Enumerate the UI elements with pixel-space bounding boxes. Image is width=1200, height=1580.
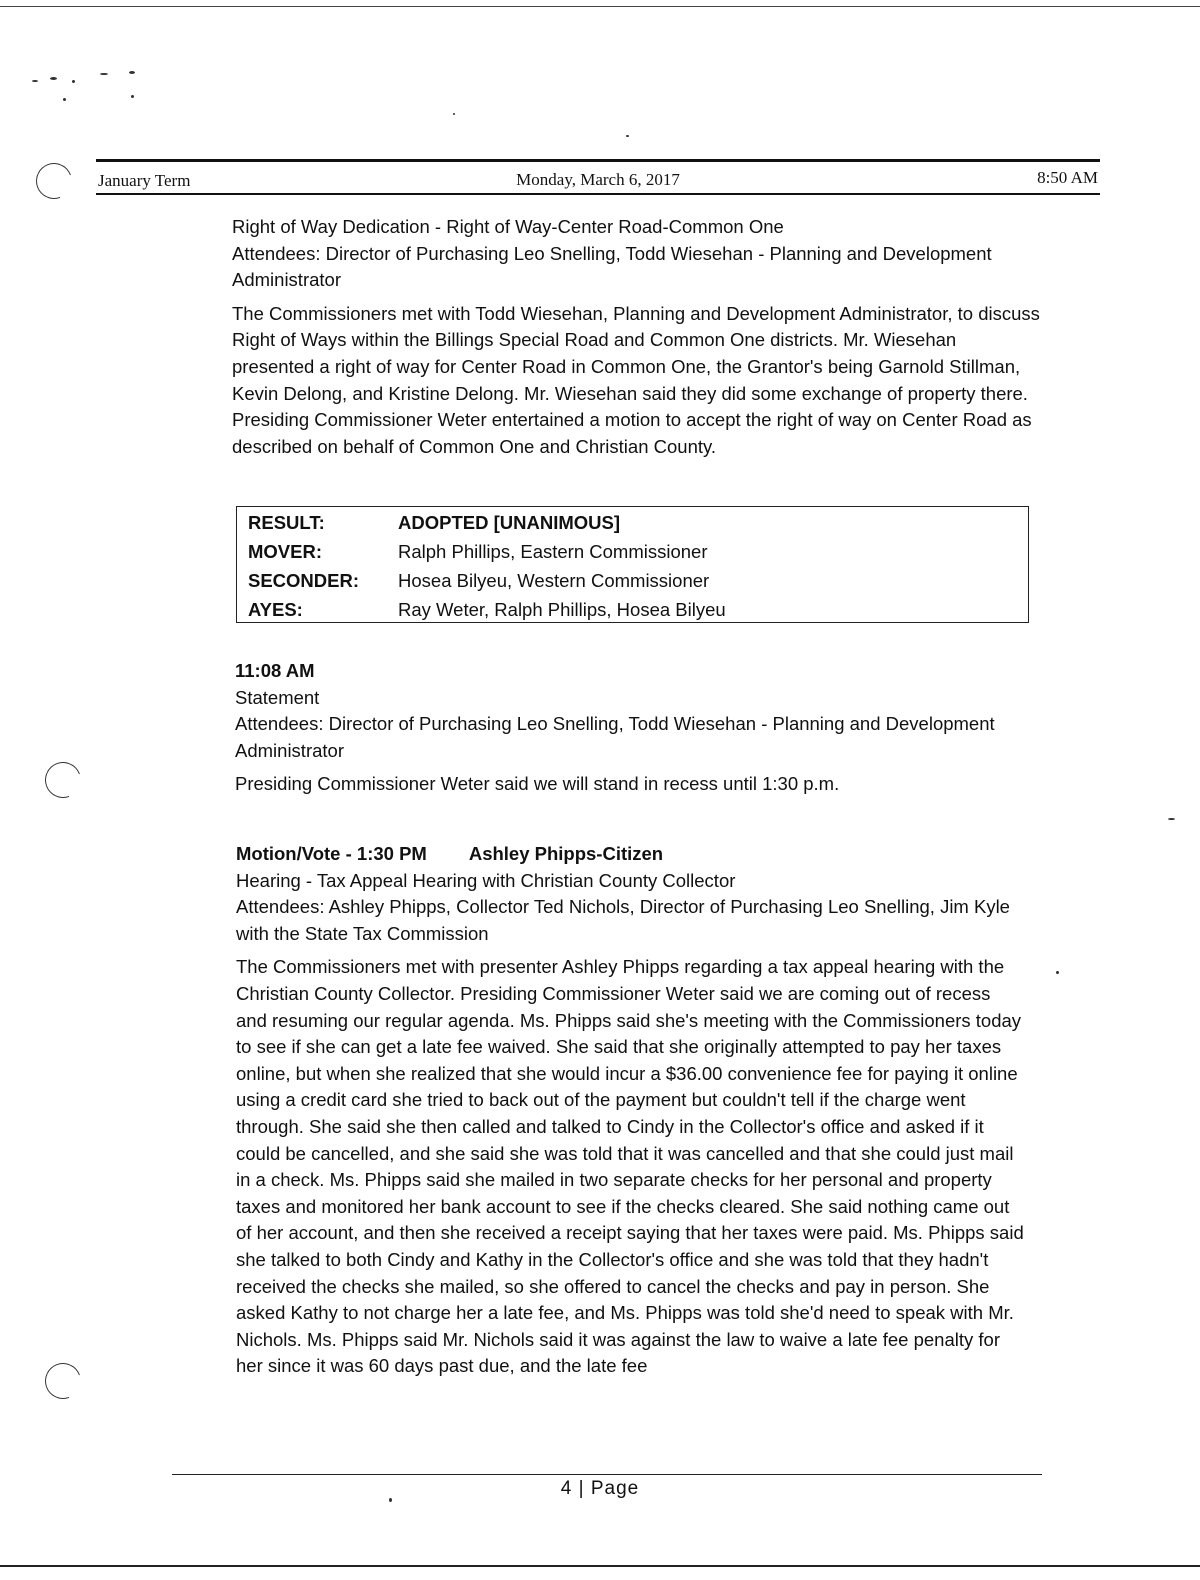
section-right-of-way — [232, 214, 1042, 460]
vote-label: MOVER: — [248, 541, 322, 562]
scan-top-edge — [0, 6, 1200, 7]
section-body: The Commissioners met with Todd Wiesehan, Planning and Development Administrator, to discuss Right of Ways within the Billings Special Road and Common One districts. Mr. Wiesehan presented a right of way for Center Road in Common One, the Grantor's being Garnold Stillman, Kevin Delong, and Kristine Delong. Mr. Wiesehan said they did some exchange of property there. Presiding Commissioner Weter entertained a motion to accept the right of way on Center Road as described on behalf of Common One and Christian County. — [232, 302, 1040, 457]
section-heading — [236, 841, 1026, 868]
vote-value: Hosea Bilyeu, Western Commissioner — [398, 570, 710, 591]
vote-value: Ray Weter, Ralph Phillips, Hosea Bilyeu — [398, 599, 726, 620]
page-number: 4 | Page — [560, 1478, 640, 1499]
vote-label: SECONDER: — [248, 570, 360, 591]
vote-value: Ralph Phillips, Eastern Commissioner — [398, 541, 708, 562]
attendees: Attendees: Director of Purchasing Leo Snelling, Todd Wiesehan - Planning and Development Administrator — [235, 713, 995, 761]
scan-speck — [1056, 971, 1059, 974]
section-statement — [235, 658, 1045, 798]
term-label: January Term — [98, 171, 191, 190]
meeting-time: 8:50 AM — [1037, 168, 1098, 187]
section-type: Statement — [235, 686, 320, 708]
motion-time: Motion/Vote - 1:30 PM — [236, 843, 427, 864]
vote-value: ADOPTED [UNANIMOUS] — [398, 512, 620, 533]
scan-speck — [32, 80, 38, 82]
section-body: The Commissioners met with presenter Ashley Phipps regarding a tax appeal hearing with the Christian County Collector. Presiding Commissioner Weter said we are coming out of recess and resuming our regular agenda. Ms. Phipps said she's meeting with the Commissioners today to see if she can get a late fee waived. She said that she originally attempted to pay her taxes online, but when she realized that she would incur a $36.00 convenience fee for paying it online using a credit card she tried to back out of the payment but couldn't tell if the charge went through. She said she then called and talked to Cindy in the Collector's office and asked if it could be cancelled, and she said she was told that it was cancelled and that she could just mail in a check. Ms. Phipps said she mailed in two separate checks for her personal and property taxes and monitored her bank account to see if the checks cleared. She said nothing came out of her account, and then she received a receipt saying that her taxes were paid. Ms. Phipps said she talked to both Cindy and Kathy in the Collector's office and she was told that they hadn't received the checks she mailed, so she offered to cancel the checks and pay in person. She asked Kathy to not charge her a late fee, and Ms. Phipps was told she'd need to speak with Mr. Nichols. Ms. Phipps said Mr. Nichols said it was against the law to waive a late fee penalty for her since it was 60 days past due, and the late fee — [236, 956, 1024, 1377]
scan-speck — [50, 77, 57, 80]
attendees: Attendees: Director of Purchasing Leo Snelling, Todd Wiesehan - Planning and Development Administrator — [232, 242, 992, 291]
punch-hole-icon — [39, 756, 87, 804]
scan-speck — [626, 135, 629, 137]
punch-hole-icon — [30, 157, 78, 205]
scan-speck — [72, 80, 75, 83]
section-time: 11:08 AM — [235, 660, 315, 681]
scan-speck — [131, 95, 134, 98]
header-rule — [96, 159, 1100, 162]
vote-label: AYES: — [248, 599, 303, 620]
scan-speck — [129, 71, 135, 74]
vote-label: RESULT: — [248, 512, 325, 533]
section-type: Hearing - Tax Appeal Hearing with Christian County Collector — [236, 869, 736, 891]
scan-speck — [100, 73, 108, 75]
vote-result-table — [236, 506, 1029, 623]
presenter-name: Ashley Phipps-Citizen — [468, 843, 664, 864]
scan-speck — [453, 113, 455, 115]
section-body: Presiding Commissioner Weter said we will stand in recess until 1:30 p.m. — [235, 773, 840, 795]
footer-rule — [172, 1474, 1042, 1475]
header-rule — [96, 193, 1100, 195]
scan-bottom-edge — [0, 1565, 1200, 1567]
meeting-date: Monday, March 6, 2017 — [516, 170, 680, 189]
section-tax-appeal — [236, 841, 1026, 1380]
page-header — [96, 168, 1100, 192]
scan-speck — [63, 98, 66, 101]
section-title: Right of Way Dedication - Right of Way-Center Road-Common One — [232, 216, 784, 237]
attendees: Attendees: Ashley Phipps, Collector Ted Nichols, Director of Purchasing Leo Snelling, Jim Kyle with the State Tax Commission — [236, 896, 1010, 944]
punch-hole-icon — [39, 1357, 87, 1405]
scan-speck — [1168, 818, 1175, 820]
